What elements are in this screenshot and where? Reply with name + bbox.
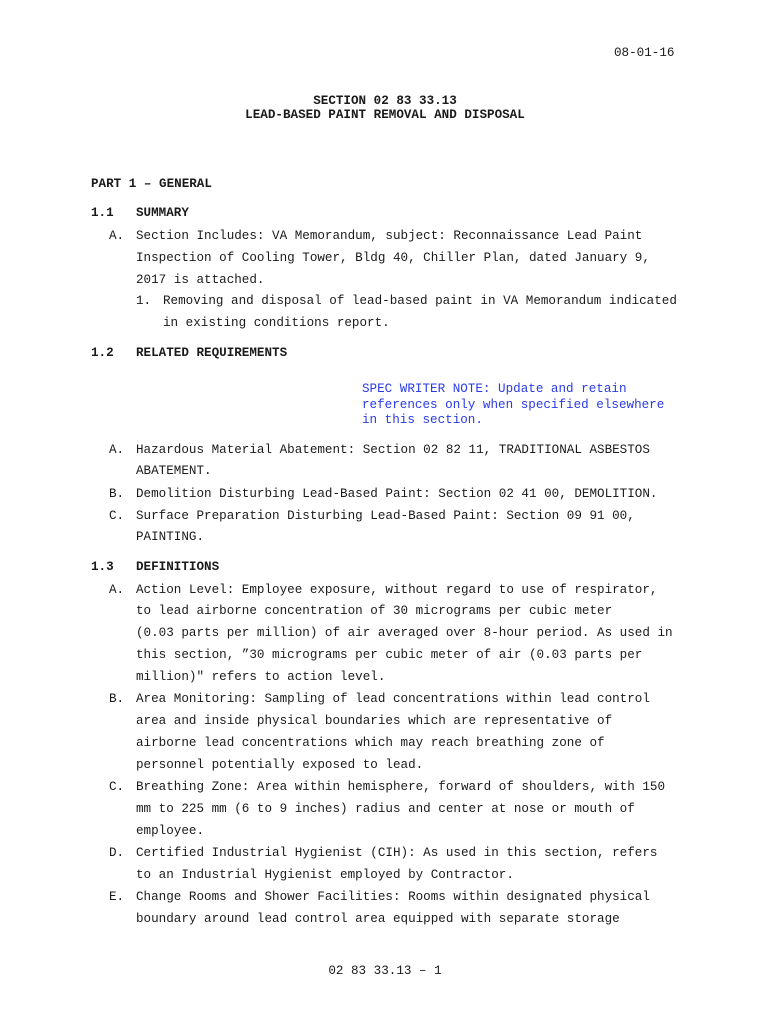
paragraph-line: million)" refers to action level. <box>136 670 386 684</box>
subparagraph-line: Removing and disposal of lead-based paint in VA Memorandum indicated <box>163 294 677 308</box>
paragraph-letter: B. <box>109 487 125 501</box>
section-name-title: LEAD-BASED PAINT REMOVAL AND DISPOSAL <box>245 108 525 122</box>
paragraph-line: Action Level: Employee exposure, without regard to use of respirator, <box>136 583 658 597</box>
article-heading-summary: SUMMARY <box>136 206 189 220</box>
paragraph-line: ABATEMENT. <box>136 464 212 478</box>
article-heading-related-requirements: RELATED REQUIREMENTS <box>136 346 288 360</box>
paragraph-line: PAINTING. <box>136 530 205 544</box>
paragraph-line: Breathing Zone: Area within hemisphere, forward of shoulders, with 150 <box>136 780 666 794</box>
paragraph-letter: E. <box>109 890 125 904</box>
paragraph-letter: C. <box>109 509 125 523</box>
paragraph-letter: B. <box>109 692 125 706</box>
paragraph-line: Demolition Disturbing Lead-Based Paint: Section 02 41 00, DEMOLITION. <box>136 487 658 501</box>
paragraph-line: (0.03 parts per million) of air averaged over 8-hour period. As used in <box>136 626 673 640</box>
paragraph-line: Surface Preparation Disturbing Lead-Based Paint: Section 09 91 00, <box>136 509 635 523</box>
section-number-title: SECTION 02 83 33.13 <box>313 94 457 108</box>
paragraph-line: employee. <box>136 824 205 838</box>
article-heading-definitions: DEFINITIONS <box>136 560 220 574</box>
part-heading: PART 1 – GENERAL <box>91 177 212 191</box>
paragraph-line: Hazardous Material Abatement: Section 02 82 11, TRADITIONAL ASBESTOS <box>136 443 650 457</box>
paragraph-line: area and inside physical boundaries which are representative of <box>136 714 613 728</box>
revision-date: 08-01-16 <box>614 46 675 60</box>
article-number-1-3: 1.3 <box>91 560 114 574</box>
article-number-1-2: 1.2 <box>91 346 114 360</box>
paragraph-line: mm to 225 mm (6 to 9 inches) radius and center at nose or mouth of <box>136 802 635 816</box>
paragraph-line: Area Monitoring: Sampling of lead concentrations within lead control <box>136 692 650 706</box>
spec-writer-note-line: in this section. <box>362 413 483 427</box>
paragraph-line: this section, ”30 micrograms per cubic meter of air (0.03 parts per <box>136 648 643 662</box>
paragraph-letter: A. <box>109 443 125 457</box>
spec-writer-note-line: references only when specified elsewhere <box>362 398 665 412</box>
paragraph-line: Change Rooms and Shower Facilities: Rooms within designated physical <box>136 890 650 904</box>
spec-writer-note-line: SPEC WRITER NOTE: Update and retain <box>362 382 627 396</box>
page-footer: 02 83 33.13 – 1 <box>328 964 442 978</box>
paragraph-line: to lead airborne concentration of 30 micrograms per cubic meter <box>136 604 613 618</box>
paragraph-line: to an Industrial Hygienist employed by Contractor. <box>136 868 514 882</box>
article-number-1-1: 1.1 <box>91 206 114 220</box>
paragraph-letter: A. <box>109 583 125 597</box>
paragraph-letter: D. <box>109 846 125 860</box>
paragraph-letter: A. <box>109 229 125 243</box>
paragraph-letter: C. <box>109 780 125 794</box>
paragraph-line: Certified Industrial Hygienist (CIH): As used in this section, refers <box>136 846 658 860</box>
paragraph-line: 2017 is attached. <box>136 273 265 287</box>
subparagraph-number: 1. <box>136 294 152 308</box>
paragraph-line: airborne lead concentrations which may reach breathing zone of <box>136 736 605 750</box>
paragraph-line: personnel potentially exposed to lead. <box>136 758 424 772</box>
paragraph-line: Inspection of Cooling Tower, Bldg 40, Chiller Plan, dated January 9, <box>136 251 650 265</box>
paragraph-line: boundary around lead control area equipped with separate storage <box>136 912 620 926</box>
paragraph-line: Section Includes: VA Memorandum, subject: Reconnaissance Lead Paint <box>136 229 643 243</box>
subparagraph-line: in existing conditions report. <box>163 316 390 330</box>
